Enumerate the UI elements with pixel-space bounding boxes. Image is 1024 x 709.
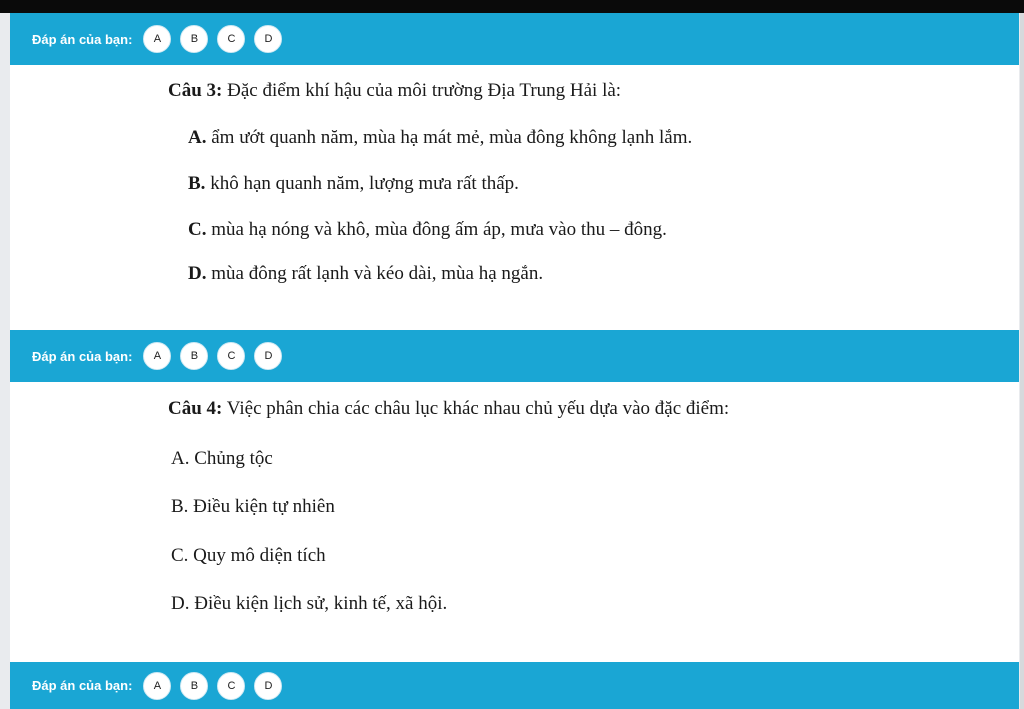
answer-bar-2	[10, 330, 1019, 382]
question-4-text: Việc phân chia các châu lục khác nhau chủ yếu dựa vào đặc điểm:	[222, 398, 730, 419]
option-a-button[interactable]: A	[143, 672, 171, 700]
question-3	[10, 65, 1019, 330]
choice-text: khô hạn quanh năm, lượng mưa rất thấp.	[205, 173, 519, 194]
question-4-choice-a: A. Chủng tộc	[171, 448, 273, 469]
choice-letter: A.	[188, 127, 207, 148]
question-3-title	[168, 80, 621, 102]
option-d-button[interactable]: D	[254, 342, 282, 370]
question-4	[10, 382, 1019, 662]
choice-text: ẩm ướt quanh năm, mùa hạ mát mẻ, mùa đông không lạnh lắm.	[206, 127, 693, 148]
question-3-choice-d	[188, 263, 543, 285]
question-4-number: Câu 4:	[168, 398, 223, 419]
option-a-button[interactable]: A	[143, 25, 171, 53]
answer-label: Đáp án của bạn:	[32, 678, 133, 693]
question-3-choice-c	[188, 219, 667, 241]
answer-bar-3	[10, 662, 1019, 709]
top-edge	[0, 0, 1024, 13]
question-3-number: Câu 3:	[168, 80, 223, 101]
option-d-button[interactable]: D	[254, 25, 282, 53]
question-4-choice-d: D. Điều kiện lịch sử, kinh tế, xã hội.	[171, 593, 448, 614]
option-b-button[interactable]: B	[180, 672, 208, 700]
choice-letter: B.	[188, 173, 206, 194]
option-b-button[interactable]: B	[180, 342, 208, 370]
question-4-title	[168, 398, 729, 420]
answer-bar-1	[10, 13, 1019, 65]
right-edge	[1020, 13, 1024, 709]
option-c-button[interactable]: C	[217, 672, 245, 700]
question-3-choice-a	[188, 127, 692, 149]
option-d-button[interactable]: D	[254, 672, 282, 700]
question-3-text: Đặc điểm khí hậu của môi trường Địa Trung Hải là:	[222, 80, 622, 101]
option-b-button[interactable]: B	[180, 25, 208, 53]
question-4-choice-b: B. Điều kiện tự nhiên	[171, 496, 335, 517]
option-c-button[interactable]: C	[217, 342, 245, 370]
option-a-button[interactable]: A	[143, 342, 171, 370]
choice-text: mùa đông rất lạnh và kéo dài, mùa hạ ngắn.	[206, 263, 544, 284]
answer-label: Đáp án của bạn:	[32, 348, 133, 364]
question-3-choice-b	[188, 173, 519, 195]
question-4-choice-c: C. Quy mô diện tích	[171, 545, 326, 566]
choice-letter: D.	[188, 263, 207, 284]
choice-letter: C.	[188, 219, 207, 240]
option-c-button[interactable]: C	[217, 25, 245, 53]
answer-label: Đáp án của bạn:	[32, 31, 133, 47]
choice-text: mùa hạ nóng và khô, mùa đông ấm áp, mưa vào thu – đông.	[206, 219, 667, 240]
